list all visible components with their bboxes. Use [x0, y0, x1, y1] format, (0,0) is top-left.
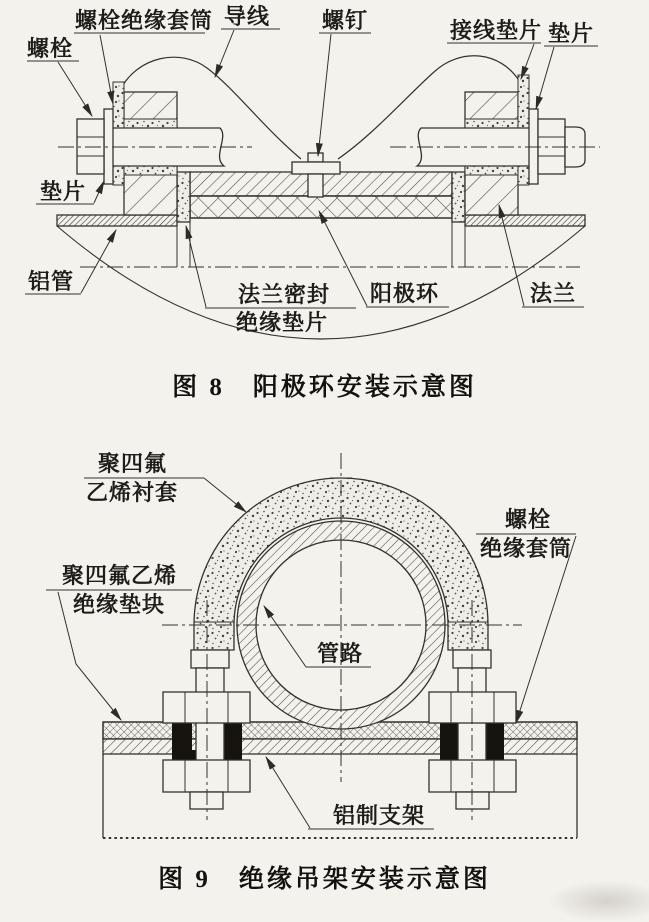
fig8-label-flange: 法兰 [530, 281, 577, 306]
fig9-label-bolt-sleeve-line2: 绝缘套筒 [480, 536, 573, 561]
fig9-drawing [46, 453, 577, 838]
fig8-label-flange-seal-line2: 绝缘垫片 [236, 310, 329, 335]
fig9-label-ptfe-pad-line2: 绝缘垫块 [73, 592, 166, 617]
fig9-caption: 图 9 绝缘吊架安装示意图 [158, 866, 491, 893]
scan-smudge [547, 880, 649, 922]
fig8-seal-gasket-left [177, 172, 190, 222]
fig8-aluminum-tube-right [465, 215, 585, 226]
fig9-label-pipe: 管路 [317, 641, 364, 666]
fig8-label-washer-right: 垫片 [548, 21, 595, 46]
fig9-collar-left [191, 650, 229, 668]
fig9-label-bolt-sleeve-line1: 螺栓 [505, 507, 552, 532]
fig9-label-aluminum-bracket: 铝制支架 [333, 803, 426, 828]
fig8-label-bolt: 螺栓 [27, 36, 74, 61]
fig8-label-washer-left: 垫片 [40, 179, 87, 204]
fig8-label-flange-seal-line1: 法兰密封 [238, 282, 331, 307]
fig8-aluminum-tube-left [57, 215, 177, 226]
fig8-label-bolt-insulation-sleeve: 螺栓绝缘套筒 [75, 8, 214, 33]
fig8-label-wire: 导线 [224, 4, 271, 29]
fig8-caption: 图 8 阳极环安装示意图 [172, 374, 477, 401]
fig8-label-terminal-washer: 接线垫片 [450, 18, 543, 43]
fig8-label-screw: 螺钉 [322, 8, 369, 33]
fig8-label-aluminum-tube: 铝管 [28, 269, 75, 294]
fig9-label-ptfe-liner-line1: 聚四氟 [98, 451, 168, 476]
fig9-label-ptfe-pad-line1: 聚四氟乙烯 [62, 563, 178, 588]
fig9-label-ptfe-liner-line2: 乙烯衬套 [86, 480, 179, 505]
fig8-label-anode-ring: 阳极环 [370, 281, 440, 306]
fig8-seal-gasket-right [452, 172, 465, 222]
